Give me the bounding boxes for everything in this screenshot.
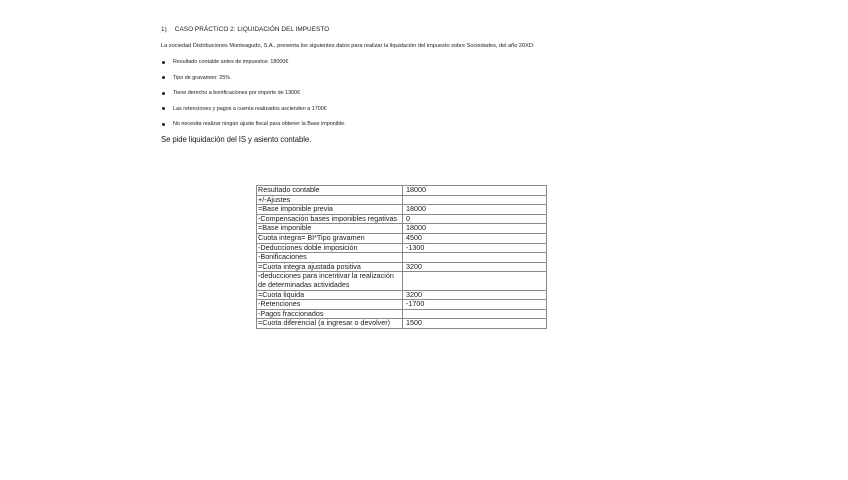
concept-cell: =Base imponible bbox=[257, 224, 403, 234]
bullet-dot-icon bbox=[162, 76, 165, 79]
bullet-item bbox=[161, 105, 346, 121]
table-row bbox=[257, 186, 547, 196]
value-cell: -1700 bbox=[403, 300, 547, 310]
heading-number: 1) bbox=[161, 26, 167, 33]
table-row bbox=[257, 253, 547, 263]
value-cell: 3200 bbox=[403, 262, 547, 272]
concept-cell: =Base imponible previa bbox=[257, 205, 403, 215]
concept-cell: Resultado contable bbox=[257, 186, 403, 196]
value-cell: 18000 bbox=[403, 186, 547, 196]
value-cell: 3200 bbox=[403, 290, 547, 300]
bullet-item bbox=[161, 74, 346, 90]
table-row bbox=[257, 272, 547, 290]
bullet-item bbox=[161, 120, 346, 136]
table-row bbox=[257, 300, 547, 310]
value-cell: 0 bbox=[403, 214, 547, 224]
bullet-text: Las retenciones y pagos a cuenta realizados ascienden a 1700€ bbox=[173, 105, 327, 112]
concept-cell: -Deducciones doble imposición bbox=[257, 243, 403, 253]
value-cell bbox=[403, 309, 547, 319]
bullet-text: Resultado contable antes de impuestos: 18000€ bbox=[173, 59, 289, 65]
bullet-dot-icon bbox=[162, 123, 165, 126]
value-cell: 1500 bbox=[403, 319, 547, 329]
concept-cell: =Cuota diferencial (a ingresar o devolver) bbox=[257, 319, 403, 329]
intro-paragraph: La sociedad Distribuciones Monteagudo, S.A., presenta los siguientes datos para realizar la liquidación del impuesto sobre Sociedades, del año 20XD: bbox=[161, 43, 535, 49]
concept-cell: =Cuota liquida bbox=[257, 290, 403, 300]
bullet-dot-icon bbox=[162, 107, 165, 110]
value-cell: 18000 bbox=[403, 205, 547, 215]
value-cell: 18000 bbox=[403, 224, 547, 234]
table-row bbox=[257, 233, 547, 243]
liquidation-table bbox=[256, 185, 547, 329]
concept-cell: -Retenciones bbox=[257, 300, 403, 310]
concept-cell: Cuota integra= BI*Tipo gravamen bbox=[257, 233, 403, 243]
task-statement: Se pide liquidación del IS y asiento contable. bbox=[161, 135, 312, 144]
value-cell: 4500 bbox=[403, 233, 547, 243]
table-row bbox=[257, 290, 547, 300]
concept-cell: +/-Ajustes bbox=[257, 195, 403, 205]
value-cell: -1300 bbox=[403, 243, 547, 253]
concept-cell: -deducciones para incentivar la realización de determinadas actividades bbox=[257, 272, 403, 290]
bullet-dot-icon bbox=[162, 61, 165, 64]
value-cell bbox=[403, 253, 547, 263]
concept-cell: -Pagos fraccionados bbox=[257, 309, 403, 319]
bullet-item bbox=[161, 89, 346, 105]
concept-cell: -Compensación bases imponibles regativas bbox=[257, 214, 403, 224]
bullet-text: No necesita realizar ningún ajuste fiscal para obtener la Base imponible. bbox=[173, 121, 346, 128]
concept-cell: =Cuota integra ajustada positiva bbox=[257, 262, 403, 272]
table-row bbox=[257, 205, 547, 215]
case-heading bbox=[161, 26, 329, 33]
concept-cell: -Bonificaciones bbox=[257, 253, 403, 263]
data-bullet-list bbox=[161, 58, 346, 136]
value-cell bbox=[403, 272, 547, 290]
heading-text: CASO PRÁCTICO 2: LIQUIDACIÓN DEL IMPUESTO bbox=[174, 26, 330, 33]
bullet-text: Tiene derecho a bonificaciones por importe de 1300€ bbox=[173, 90, 301, 97]
bullet-dot-icon bbox=[162, 92, 165, 95]
bullet-item bbox=[161, 58, 346, 74]
table-row bbox=[257, 319, 547, 329]
bullet-text: Tipo de gravamen: 25% bbox=[173, 74, 231, 81]
